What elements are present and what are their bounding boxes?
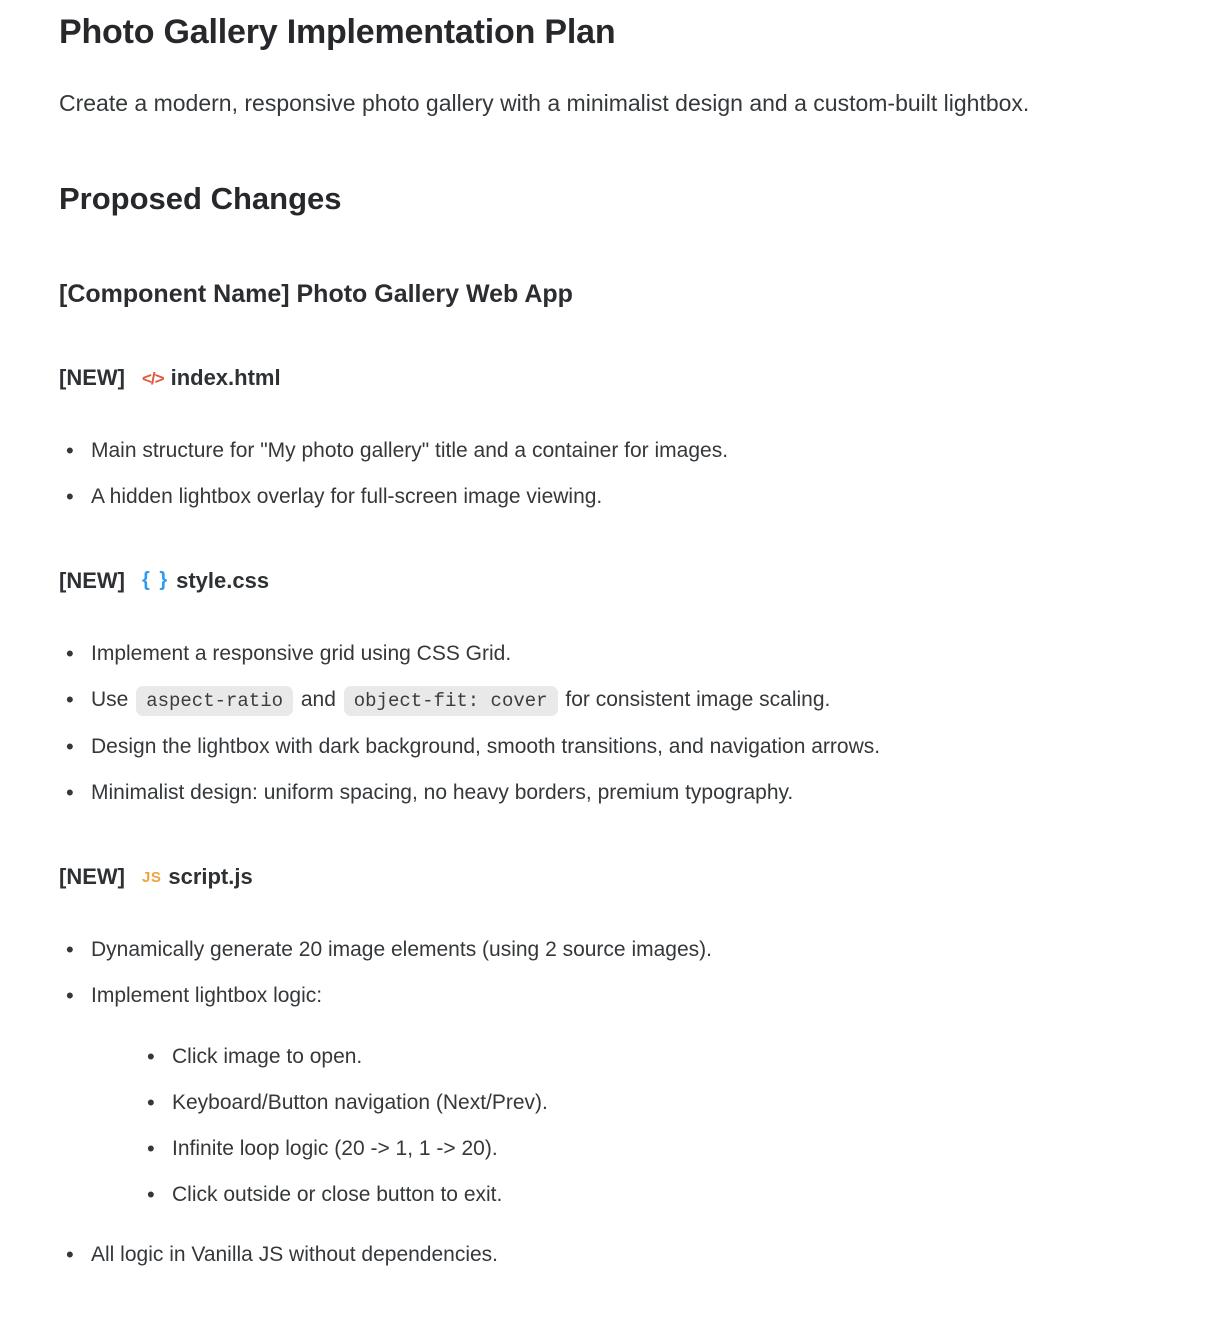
- html-code-icon: </>: [141, 369, 164, 388]
- new-badge: [NEW]: [59, 864, 125, 889]
- script-js-bullet-list: [59, 927, 1180, 1278]
- list-item: [59, 724, 1180, 770]
- lightbox-logic-sub-list: [91, 1034, 1180, 1218]
- new-badge: [NEW]: [59, 568, 125, 593]
- list-item: [59, 474, 1180, 520]
- intro-paragraph: Create a modern, responsive photo gallery with a minimalist design and a custom-built lightbox.: [59, 90, 1030, 116]
- list-item-text: All logic in Vanilla JS without dependencies.: [91, 1243, 499, 1266]
- list-item: [59, 631, 1180, 677]
- javascript-icon: JS: [141, 868, 162, 886]
- file-name: style.css: [176, 568, 270, 593]
- file-heading-index-html: [59, 364, 1180, 392]
- list-item-text: Use: [91, 688, 135, 711]
- page-title: Photo Gallery Implementation Plan: [59, 13, 616, 51]
- list-item: [59, 677, 1180, 724]
- index-html-bullet-list: [59, 428, 1180, 520]
- list-item: [59, 428, 1180, 474]
- sub-list-item: • Click outside or close button to exit.: [140, 1172, 1180, 1218]
- list-item-text: Implement lightbox logic:: [91, 984, 323, 1007]
- css-braces-icon: { }: [141, 568, 170, 591]
- file-name: script.js: [168, 864, 253, 889]
- new-badge: [NEW]: [59, 365, 125, 390]
- component-heading: [Component Name] Photo Gallery Web App: [59, 280, 573, 308]
- list-item-text: Minimalist design: uniform spacing, no heavy borders, premium typography.: [91, 781, 794, 804]
- list-item: [59, 973, 1180, 1218]
- file-heading-style-css: [59, 567, 1180, 595]
- sub-list-item: • Click image to open.: [140, 1034, 1180, 1080]
- sub-list-item: • Keyboard/Button navigation (Next/Prev).: [140, 1080, 1180, 1126]
- list-item-text: Implement a responsive grid using CSS Grid.: [91, 642, 512, 665]
- proposed-changes-heading: Proposed Changes: [59, 181, 342, 216]
- inline-code: aspect-ratio: [136, 686, 293, 716]
- sub-list-item: • Infinite loop logic (20 -> 1, 1 -> 20).: [140, 1126, 1180, 1172]
- list-item: [59, 927, 1180, 973]
- list-item-text: Dynamically generate 20 image elements (using 2 source images).: [91, 938, 712, 961]
- file-heading-script-js: [59, 863, 1180, 891]
- list-item-text: Design the lightbox with dark background, smooth transitions, and navigation arrows.: [91, 735, 881, 758]
- list-item: [59, 770, 1180, 816]
- list-item-text: for consistent image scaling.: [559, 688, 831, 711]
- list-item-text: A hidden lightbox overlay for full-screen image viewing.: [91, 485, 603, 508]
- inline-code: object-fit: cover: [344, 686, 558, 716]
- file-name: index.html: [170, 365, 281, 390]
- list-item-text: and: [295, 688, 342, 711]
- list-item-text: Main structure for "My photo gallery" title and a container for images.: [91, 439, 729, 462]
- list-item: [59, 1232, 1180, 1278]
- style-css-bullet-list: [59, 631, 1180, 816]
